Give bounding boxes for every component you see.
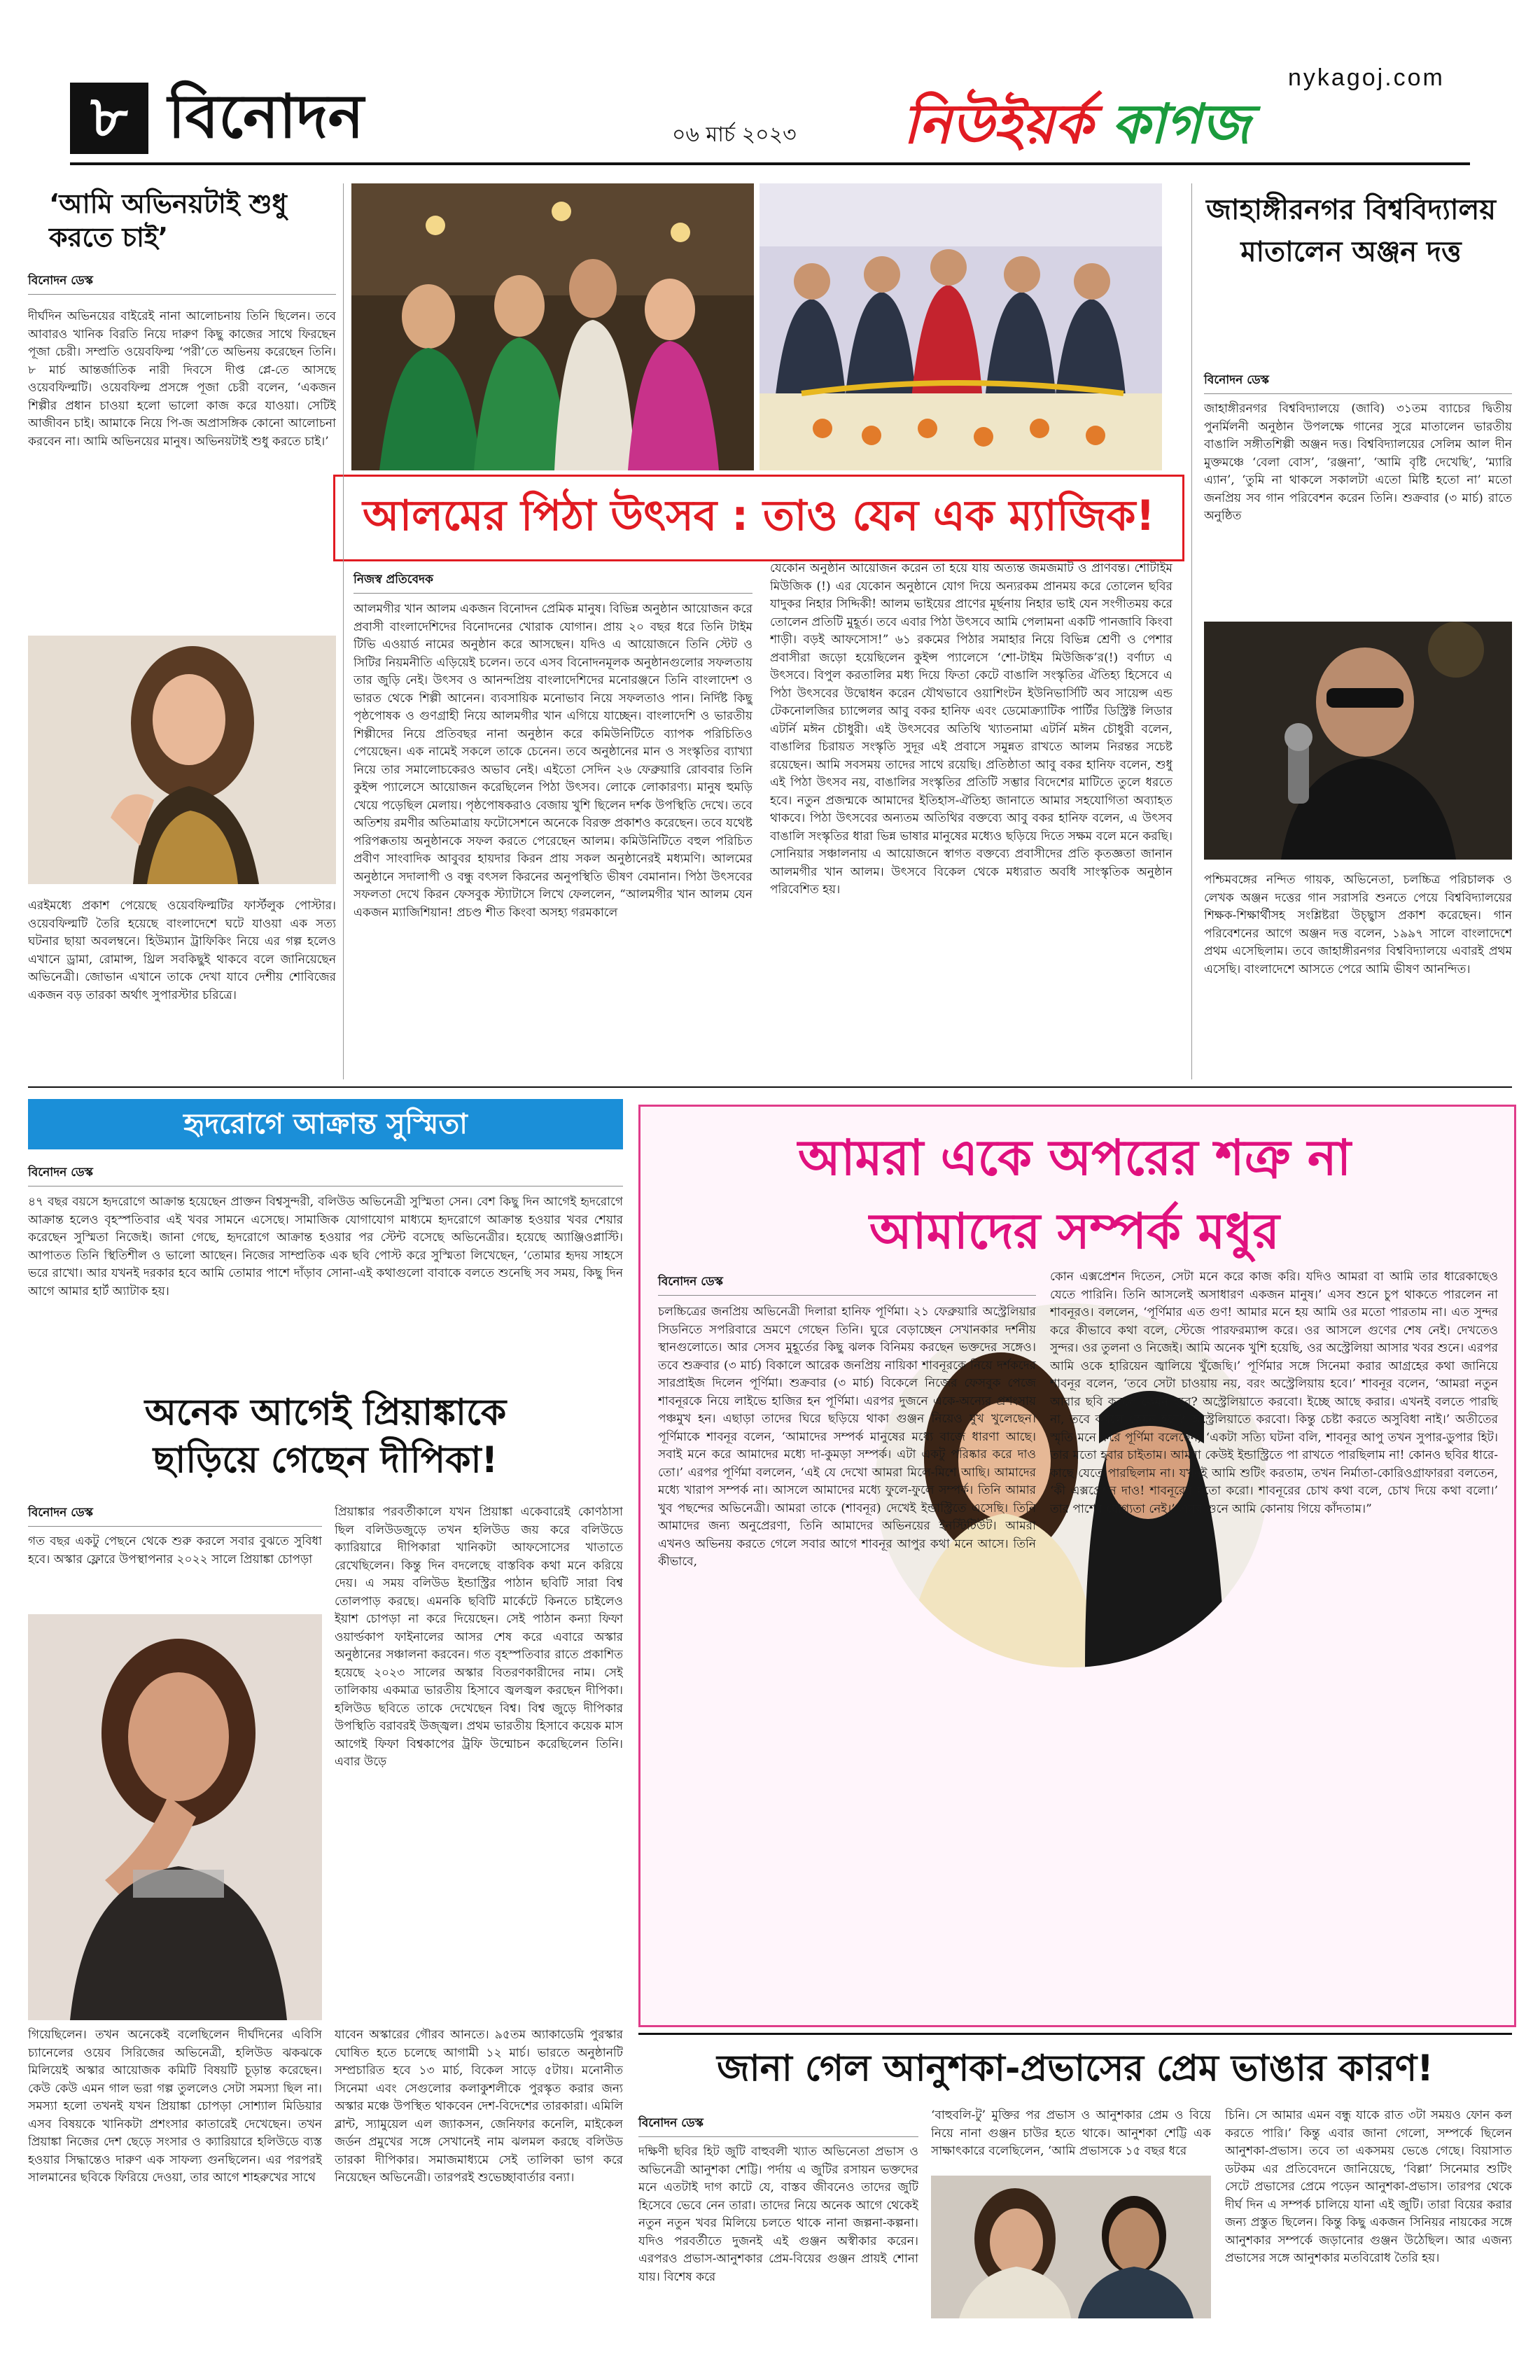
deepika-intro: গত বছর একটু পেছনে থেকে শুরু করলে সবার বুঝতে সুবিধা হবে। অস্কার ফ্লোরে উপস্থাপনার ২০২২ সালে প্রিয়াঙ্কা চোপড়া — [28, 1534, 322, 1567]
sushmita-headline-banner — [28, 1099, 623, 1149]
actress-photo-deepika — [28, 1614, 322, 2020]
issue-date: ০৬ মার্চ ২০২৩ — [672, 122, 797, 147]
purnima-headline-line1: আমরা একে অপরের শত্রু না — [797, 1129, 1352, 1186]
anushka-col3: চিনি। সে আমার এমন বন্ধু যাকে রাত ৩টা সময়ও ফোন কল করতে পারি।’ কিন্তু এবার জানা গেলো, সম্পর্কে ছিলেন আনুশকা-প্রভাস। তবে তা একসময় ভেঙে গেছে। বিয়াসাত ডটকম এর প্রতিবেদনে জানিয়েছে, ‘বিল্লা’ সিনেমার শুটিং সেটে প্রভাসের প্রেমে পড়েন আনুশকা-প্রভাস। তারপর থেকে দীর্ঘ দিন এ সম্পর্ক চালিয়ে যানা এই জুটি। তারা বিয়ের করার জন্য প্রস্তুত ছিলেন। কিন্তু কিছু একজন সিনিয়র নায়কের সঙ্গে আনুশকার সম্পর্কে জড়ানোর গুঞ্জন উঠেছিল। আর এজন্য প্রভাসের সঙ্গে আনুশকার মতবিরোধ তৈরি হয়। — [1225, 2108, 1512, 2265]
story-left-byline: বিনোদন ডেস্ক — [28, 272, 336, 295]
sushmita-headline: হৃদরোগে আক্রান্ত সুস্মিতা — [183, 1108, 468, 1140]
masthead-rule — [70, 162, 1470, 165]
sushmita-body: ৪৭ বছর বয়সে হৃদরোগে আক্রান্ত হয়েছেন প্রাক্তন বিশ্বসুন্দরী, বলিউড অভিনেত্রী সুস্মিতা সেন। বেশ কিছু দিন আগেই হৃদরোগে আক্রান্ত হলেও বৃহস্পতিবার এই খবর সামনে এসেছে। সামাজিক যোগাযোগ মাধ্যমে হৃদরোগে আক্রান্ত হওয়ার খবর শেয়ার করেছেন সুস্মিতা নিজেই। জানা গেছে, হৃদরোগে আক্রান্ত হওয়ার পর স্টেন্ট বসেছে অভিনেত্রীর। হয়েছে অ্যাঞ্জিওপ্লাস্টি। আপাতত তিনি স্থিতিশীল ও ভালো আছেন। নিজের সাম্প্রতিক এক ছবি পোস্ট করে সুস্মিতা লিখেছেন, ‘তোমার হৃদয় সাহসে ভরে রাখো। আর যখনই দরকার হবে আমি তোমার পাশে দাঁড়াব সোনা-এই কথাগুলো বাবাকে বলতে শুনেছি সব সময়, কিছু দিন আগে আমার হার্ট অ্যাটাক হয়। — [28, 1195, 623, 1298]
deepika-illustration — [28, 1614, 322, 2020]
mid-page-rule — [28, 1086, 1512, 1088]
purnima-byline: বিনোদন ডেস্ক — [658, 1273, 1036, 1296]
deepika-bottom-col1: গিয়েছিলেন। তখন অনেকেই বলেছিলেন দীর্ঘদিনের এবিসি চ্যানেলের ওয়েব সিরিজের অভিনেত্রী, হলিউড ঝকঝকে মিলিয়েই অস্কার আয়োজক কমিটি বিষয়টি চূড়ান্ত করেছেন। কেউ কেউ এমন গাল ভরা গল্প তুললেও সেটা সমস্যা ছিল না। সমস্যা হলো তখনই যখন প্রিয়াঙ্কা চোপড়া সোশ্যাল মিডিয়ার এসব বিষয়কে খানিকটা প্রশংসার কাতারেই দেখেছেন। তখন প্রিয়াঙ্কা নিজের দেশ ছেড়ে সংসার ও ক্যারিয়ারে হলিউডে ব্যস্ত হওয়ার সিদ্ধান্তেও দারুণ এক সাফল্য গুনছিলেন। এর পরপরই সালমানের ছবিকে ফিরিয়ে দেওয়া, তার আগে শাহরুখের সাথে — [28, 2028, 322, 2185]
purnima-col1: চলচ্চিত্রের জনপ্রিয় অভিনেত্রী দিলারা হানিফ পূর্ণিমা। ২১ ফেব্রুয়ারি অস্ট্রেলিয়ার সিডনিতে সপরিবারে ভ্রমণে গেছেন তিনি। ঘুরে বেড়াচ্ছেন সেখানকার দর্শনীয় স্থানগুলোতে। আর সেসব মুহূর্তের কিছু ঝলক বিনিময় করছেন ভক্তদের সঙ্গেও। তবে শুক্রবার (৩ মার্চ) বিকালে আরেক জনপ্রিয় নায়িকা শাবনূরকে নিয়ে দর্শকদের সারপ্রাইজ দিলেন পূর্ণিমা। শুক্রবার (৩ মার্চ) বিকেলে নিজের ফেসবুক পেজে শাবনূরকে নিয়ে লাইভে হাজির হন পূর্ণিমা। এরপর দুজনে একে-অন্যের প্রশংসায় পঞ্চমুখ হন। এছাড়া তাদের ঘিরে ছড়িয়ে থাকা গুঞ্জন নিয়েও মুখ খুলেছেন। পূর্ণিমাকে শাবনূর বলেন, ‘আমাদের সম্পর্ক মানুষের মধ্যে বাজে ধারণা আছে। সবাই মনে করে আমাদের মধ্যে দা-কুমড়া সম্পর্ক। এটা একটু পরিষ্কার করে দাও তো।’ এরপর পূর্ণিমা বললেন, ‘এই যে দেখো আমরা মিলে-মিশে আছি। আমাদের মধ্যে খারাপ সম্পর্ক না। আসলে আমাদের মধ্যে ফুলে-ফুলে সম্পর্ক। তিনি আমার খুব পছন্দের অভিনেত্রী। আমরা তাকে (শাবনূর) দেখেই ইন্ডাস্ট্রিতে এসেছি। তিনি আমাদের জন্য অনুপ্রেরণা, তিনি আমাদের অভিনয়ের ইনস্টিটিউট। আমরা এখনও অভিনয় করতে গেলে সবার আগে শাবনূর আপুর কথা মনে আসে। তিনি কীভাবে, — [658, 1305, 1036, 1569]
page-number: ৮ — [90, 84, 128, 150]
pitha-photo-left — [351, 183, 754, 470]
pitha-headline-banner — [333, 475, 1184, 561]
event-illustration-right — [760, 183, 1162, 470]
anushka-top-rule — [638, 2033, 1512, 2035]
anushka-col2-bottom — [931, 2324, 1211, 2366]
anushka-headline-banner — [638, 2036, 1512, 2101]
newspaper-logo — [903, 90, 1484, 160]
story-left-body-continued: এরইমধ্যে প্রকাশ পেয়েছে ওয়েবফিল্মটির ফার্স্টলুক পোস্টার। ওয়েবফিল্মটি তৈরি হয়েছে বাংলাদেশে ঘটে যাওয়া এক সত্য ঘটনার ছায়া অবলম্বনে। হিউম্যান ট্রাফিকিং নিয়ে এর গল্প হলেও এখানে ড্রামা, রোমান্স, থ্রিল সবকিছুই থাকবে বলে জানিয়েছেন অভিনেত্রী। জোভান এখানে তাকে দেখা যাবে দেশীয় শোবিজের একজন বড় তারকা অর্থাৎ সুপারস্টার চরিত্রে। — [28, 899, 336, 1002]
anjan-body: জাহাঙ্গীরনগর বিশ্ববিদ্যালয়ে (জাবি) ৩১তম ব্যাচের দ্বিতীয় পুনর্মিলনী অনুষ্ঠান উপলক্ষে গানের সুরে মাতালেন ভারতীয় বাঙালি সঙ্গীতশিল্পী অঞ্জন দত্ত। বিশ্ববিদ্যালয়ের সেলিম আল দীন মুক্তমঞ্চে ‘বেলা বোস’, ‘রঞ্জনা’, ‘আমি বৃষ্টি দেখেছি’, ‘ম্যারি এ্যান’, ‘তুমি না থাকলে সকালটা এতো মিষ্টি হতো না’ মতো জনপ্রিয় সব গান পরিবেশন করেন তিনি। শুক্রবার (৩ মার্চ) রাতে অনুষ্ঠিত — [1204, 402, 1512, 523]
purnima-headline-line2: আমাদের সম্পর্ক মধুর — [869, 1203, 1280, 1260]
section-title: বিনোদন — [168, 81, 364, 152]
pitha-headline: আলমের পিঠা উৎসব : তাও যেন এক ম্যাজিক! — [363, 491, 1155, 540]
purnima-headline — [651, 1121, 1498, 1268]
anushka-col2: ‘বাহুবলি-টু’ মুক্তির পর প্রভাস ও আনুশকার প্রেম ও বিয়ে নিয়ে নানা গুঞ্জন চাউর হতে থাকে। আনুশকা শেট্টি এক সাক্ষাৎকারে বলেছিলেন, ‘আমি প্রভাসকে ১৫ বছর ধরে — [931, 2108, 1211, 2158]
anjan-byline: বিনোদন ডেস্ক — [1204, 371, 1512, 394]
column-rule-left — [343, 183, 344, 1079]
pitha-body-col1: আলমগীর খান আলম একজন বিনোদন প্রেমিক মানুষ। বিভিন্ন অনুষ্ঠান আয়োজন করে প্রবাসী বাংলাদেশিদের বিনোদনের খোরাক যোগান। প্রায় ২০ বছর ধরে তিনি টাইম টিভি এওয়ার্ড নামের অনুষ্ঠান করে আসছেন। যদিও এ আয়োজনে তিনি স্টেট ও সিটির নিয়মনীতি এড়িয়েই চলেন। তবে এসব বিনোদনমূলক অনুষ্ঠানগুলোর সফলতায় তার জুড়ি নেই। উৎসব ও আনন্দপ্রিয় বাংলাদেশিদের মনোরঞ্জনে তিনি বাংলাদেশ ও ভারত থেকে শিল্পী আনেন। ব্যবসায়িক মনোভাব নিয়ে সফলতাও পান। নির্দিষ্ট কিছু পৃষ্ঠপোষক ও গুণগ্রাহী নিয়ে আলমগীর খান এগিয়ে যাচ্ছেন। বাংলাদেশি ও ভারতীয় শিল্পীদের নিয়ে প্রতিবছর নানা অনুষ্ঠান করে কমিউনিটিতে ব্যাপক পরিচিতিও পেয়েছেন। এক নামেই সকলে তাকে চেনেন। তবে অনুষ্ঠানের মান ও সংস্কৃতির ব্যাখ্যা নিয়ে তার সমালোচকেরও অভাব নেই। এইতো সেদিন ২৬ ফেব্রুয়ারি রোববার তিনি কুইন্স প্যালেসে আয়োজন করেছিলেন পিঠা উৎসব। লোকে লোকারণ্য। মানুষ হুমড়ি খেয়ে পড়েছিল মেলায়। পৃষ্ঠপোষকরাও বেজায় খুশি ছিলেন দর্শক উপস্থিতি দেখে। তবে অতিশয় রমণীর অতিমাত্রায় ফটোসেশনে অনেকে বিরক্ত প্রকাশও করেছেন। তবে যথেষ্ট পরিপক্কতায় অনুষ্ঠানকে সফল করতে পেরেছেন আলম। কমিউনিটিতে বহুল পরিচিত প্রবীণ সাংবাদিক আবুবর হায়দার কিরন প্রায় সকল অনুষ্ঠানেরই মধ্যমণি। আলমের অনুষ্ঠানে সদালাপী ও বন্ধু বৎসল কিরনের অনুপস্থিতি ভীষণ বেমানান। পিঠা উৎসবের সফলতা দেখে কিরন ফেসবুক স্ট্যাটাসে লিখে ফেললেন, “আলমগীর খান আলম যেন একজন ম্যাজিশিয়ান! প্রচণ্ড শীত কিংবা অসহ্য গরমকালে — [354, 602, 752, 920]
actress-illustration — [28, 636, 336, 884]
pitha-byline: নিজস্ব প্রতিবেদক — [354, 570, 752, 594]
deepika-col2: প্রিয়াঙ্কার পরবর্তীকালে যখন প্রিয়াঙ্কা একেবারেই কোণঠাসা ছিল বলিউডজুড়ে তখন হলিউড জয় করে বলিউডে ক্যারিয়ারে দীপিকারা খানিকটা আফসোসের খাতাতে রেখেছিলেন। কিন্তু দিন বদলেছে বাস্তবিক কথা মনে করিয়ে দেয়। এ সময় বলিউড ইন্ডাস্ট্রির পাঠান ছবিটি সারা বিশ্ব তোলপাড় করছে। এমনকি ছবিটি মার্কেটে কিনতে চাইলেও ইয়াশ চোপড়া না করে দিয়েছেন। সেই পাঠান কন্যা ফিফা ওয়ার্ল্ডকাপ ফাইনালের আসর শেষ করে এবারে অস্কার অনুষ্ঠানের সঞ্চালনা করবেন। গত বৃহস্পতিবার রাতে প্রকাশিত হয়েছে ২০২৩ সালের অস্কার বিতরণকারীদের নাম। সেই তালিকায় একমাত্র ভারতীয় হিসাবে জ্বলজ্বল করছেন দীপিকা। হলিউড ছবিতে তাকে দেখেছেন বিশ্ব। বিশ্ব জুড়ে দীপিকার উপস্থিতি বরাবরই উজ্জ্বল। প্রথম ভারতীয় হিসাবে কয়েক মাস আগেই ফিফা বিশ্বকাপের ট্রফি উন্মোচন করেছিলেন তিনি। এবার উড়ে — [335, 1505, 623, 1769]
singer-photo-anjan — [1204, 622, 1512, 860]
pitha-photo-right — [760, 183, 1162, 470]
anjan-headline: জাহাঙ্গীরনগর বিশ্ববিদ্যালয় মাতালেন অঞ্জন দত্ত — [1206, 194, 1496, 268]
anjan-body-continued: পশ্চিমবঙ্গের নন্দিত গায়ক, অভিনেতা, চলচ্চিত্র পরিচালক ও লেখক অঞ্জন দত্তের গান সরাসরি শুনতে পেয়ে বিশ্ববিদ্যালয়ের শিক্ষক-শিক্ষার্থীসহ সংশ্লিষ্টরা উচ্ছ্বাস প্রকাশ করেছেন। গান পরিবেশনের আগে অঞ্জন দত্ত বলেন, ১৯৯৭ সালে বাংলাদেশে প্রথম এসেছিলাম। তবে জাহাঙ্গীরনগর বিশ্ববিদ্যালয়ে এবারই প্রথম এসেছি। বাংলাদেশে আসতে পেরে আমি ভীষণ আনন্দিত। — [1204, 873, 1512, 976]
column-rule-right — [1191, 183, 1192, 1079]
deepika-headline: অনেক আগেই প্রিয়াঙ্কাকে ছাড়িয়ে গেছেন দীপিকা! — [144, 1392, 507, 1481]
pitha-body-col2: যেকোন অনুষ্ঠান আয়োজন করেন তা হয়ে যায় অত্যন্ত জমজমাট ও প্রাণবন্ত। শোটাইম মিউজিক (!) এর যেকোন অনুষ্ঠানে যোগ দিয়ে অন্যরকম প্রানময় করে তোলেন ছবির যাদুকর নিহার সিদ্দিকী! আলম ভাইয়ের প্রাণের মূর্ছনায় নিহার ভাই যেন সংগীতময় করে তোলেন প্রতিটি মুহূর্ত। তবে এবার পিঠা উৎসবে আমি পেলামনা একটি পানজাবি কিংবা শাড়ী। বড়ই আফসোস!” ৬১ রকমের পিঠার সমাহার নিয়ে বিভিন্ন শ্রেণী ও পেশার প্রবাসীরা জড়ো হয়েছিলেন কুইন্স প্যালেসে ‘শো-টাইম মিউজিক’র(!) বর্ণাঢ্য এ উৎসবে। বিপুল করতালির মধ্য দিয়ে ফিতা কেটে বাঙালি সংস্কৃতির ঐতিহ্য হিসেবে এ পিঠা উৎসবের উদ্বোধন করেন যৌথভাবে ওয়াশিংটন ইউনিভার্সিটি অব সায়েন্স এন্ড টেকনোলজির চ্যান্সেলর আবু বকর হানিফ এবং ডেমোক্র্যাটিক পার্টির ডিস্ট্রিক্ট লিডার এটর্নি মঈন চৌধুরী। এই উৎসবের অতিথি খ্যাতনামা এটর্নি মঈন চৌধুরী বলেন, বাঙালির চিরায়ত সংস্কৃতি সুদূর এই প্রবাসে সমুন্নত রাখতে আলম নিরন্তর সচেষ্ট রয়েছেন। আমি সবসময় তাদের সাথে রয়েছি। প্রতিষ্ঠাতা আবু বকর হানিফ বলেন, শুধু এই পিঠা উৎসব নয়, বাঙালির সংস্কৃতির প্রতিটি সম্ভার বিদেশের মাটিতে তুলে ধরতে হবে। নতুন প্রজন্মকে আমাদের ইতিহাস-ঐতিহ্য জানাতে আমার সহযোগিতা অব্যাহত থাকবে। পিঠা উৎসবের অন্যতম অতিথির বক্তব্যে আবু বকর হানিফ বলেন, এ উৎসব বাঙালি সংস্কৃতির ধারা ভিন্ন ভাষার মানুষের মধ্যেও ছড়িয়ে দিতে সক্ষম বলে মনে করছি। সোনিয়ার সঞ্চালনায় এ আয়োজনে স্বাগত বক্তব্যে প্রবাসীদের প্রতি কৃতজ্ঞতা জানান আলমগীর খান আলম। উৎসবে বিকেল থেকে মধ্যরাত অবধি সাংস্কৃতিক অনুষ্ঠান পরিবেশিত হয়। — [770, 561, 1172, 897]
actress-photo-puja — [28, 636, 336, 884]
deepika-bottom-col2: যাবেন অস্কারের গৌরব আনতে। ৯৫তম অ্যাকাডেমি পুরস্কার ঘোষিত হতে চলেছে আগামী ১২ মার্চ। ভারতে অনুষ্ঠানটি সম্প্রচারিত হবে ১৩ মার্চ, বিকেল সাড়ে ৫টায়। মনোনীত সিনেমা এবং সেগুলোর কলাকুশলীকে পুরস্কৃত করার জন্য অস্কার মঞ্চে উপস্থিত থাকবেন দেশ-বিদেশের তারকারা। এমিলি ব্লান্ট, স্যামুয়েল এল জ্যাকসন, জেনিফার কনেলি, মাইকেল জর্ডন প্রমুখের সঙ্গে সেখানেই নাম ঝলমল করছে বলিউড তারকা দীপিকার। সমাজমাধ্যমে সেই তালিকা ভাগ করে নিয়েছেন অভিনেত্রী। তারপরই শুভেচ্ছাবার্তার বন্যা। — [335, 2028, 623, 2185]
story-left-body: দীর্ঘদিন অভিনয়ের বাইরেই নানা আলোচনায় তিনি ছিলেন। তবে আবারও খানিক বিরতি নিয়ে দারুণ কিছু কাজের সাথে ফিরছেন পূজা চেরী। সম্প্রতি ওয়েবফিল্ম ‘পরী’তে অভিনয় করেছেন তিনি। ৮ মার্চ আন্তর্জাতিক নারী দিবসে দীপ্ত প্লে-তে আসছে ওয়েবফিল্মটি। ওয়েবফিল্ম প্রসঙ্গে পূজা চেরী বলেন, ‘একজন শিল্পীর প্রধান চাওয়া হলো ভালো কাজ করে যাওয়া। সেটিই আজীবন চাই। আমাকে নিয়ে পি-জ অপ্রাসঙ্গিক কোনো আলোচনা করবেন না। আমি অভিনয়ের মানুষ। অভিনয়টাই শুধু করতে চাই।’ — [28, 309, 336, 449]
site-url[interactable]: nykagoj.com — [1288, 64, 1445, 91]
deepika-byline: বিনোদন ডেস্ক — [28, 1504, 322, 1527]
sushmita-byline: বিনোদন ডেস্ক — [28, 1163, 623, 1186]
anushka-prabhas-illustration — [931, 2176, 1211, 2318]
anushka-col1: দক্ষিণী ছবির হিট জুটি বাহুবলী খ্যাত অভিনেতা প্রভাস ও অভিনেত্রী আনুশকা শেট্টি। পর্দায় এ জুটির রসায়ন ভক্তদের মনে এতটাই দাগ কাটে যে, বাস্তব জীবনেও তাদের জুটি হিসেবে ভেবে নেন তারা। তাদের নিয়ে অনেক আগে থেকেই নতুন নতুন খবর মিলিয়ে চলতে থাকে নানা জল্পনা-কল্পনা। যদিও পরবর্তীতে দুজনই এই গুঞ্জন অস্বীকার করেন। এরপরও প্রভাস-আনুশকার প্রেম-বিয়ের গুঞ্জন প্রায়ই শোনা যায়। বিশেষ করে — [638, 2145, 918, 2284]
anushka-headline: জানা গেল আনুশকা-প্রভাসের প্রেম ভাঙার কারণ! — [717, 2047, 1434, 2090]
logo-text-green: কাগজ — [1111, 93, 1250, 156]
logo-text-red: নিউইয়র্ক — [903, 93, 1093, 156]
event-illustration-left — [351, 183, 754, 470]
anushka-prabhas-photo — [931, 2176, 1211, 2318]
anushka-byline: বিনোদন ডেস্ক — [638, 2114, 918, 2137]
story-left-headline: ‘আমি অভিনয়টাই শুধু করতে চাই’ — [49, 188, 287, 253]
singer-illustration — [1204, 622, 1512, 860]
purnima-col2: কোন এক্সপ্রেশন দিতেন, সেটা মনে করে কাজ করি। যদিও আমরা বা আমি তার ধারেকাছেও যেতে পারিনি। তিনি আসলেই অসাধারণ একজন মানুষ।’ এসব শুনে চুপ থাকতে পারলেন না শাবনূরও। বললেন, ‘পূর্ণিমার এত গুণ! আমার মনে হয় আমি ওর মতো পারতাম না। এত সুন্দর করে কীভাবে কথা বলে, স্টেজে পারফরম্যান্স করে। ওর আসলে গুণের শেষ নেই। দেখতেও সুন্দর। ওর তুলনা ও নিজেই। আমি অনেক খুশি হয়েছি, ওর অস্ট্রেলিয়া আসার খবর শুনে। এরপর আমি ওকে হারিয়েন জ্বালিয়ে খুঁজেছি।’ পূর্ণিমার সঙ্গে সিনেমা করার আগ্রহের কথা জানিয়ে শাবনূর বলেন, ‘তবে সেটা চাওয়ায় নয়, বরং অস্ট্রেলিয়ায় হবে।’ শাবনূর বলেন, ‘আমরা নতুন আবার ছবি করলে কেমন হবে? অস্ট্রেলিয়াতে করবো। ইচ্ছে আছে করার। এখনই বলতে পারছি না, তবে করলে কেমন হবে? অস্ট্রেলিয়াতে করবো। কিন্তু চেষ্টা করতে অসুবিধা নাই।’ অতীতের স্মৃতি মনে করে পূর্ণিমা বলেছেন, ‘একটা সত্যি ঘটনা বলি, শাবনূর আপু তখন সুপার-ডুপার হিট। তার মতো হবার চাইতাম। আমরা কেউই ইন্ডাস্ট্রিতে পা রাখতে পারছিলাম না! কোনও ছবির ধারে-কাছে যেতে পারছিলাম না। যখনই আমি শুটিং করতাম, তখন নির্মাতা-কোরিওগ্রাফাররা বলতেন, ‘কী এক্সপ্রেশন দাও! শাবনূরের মতো করো। শাবনূরের চোখ কথা বলে, চোখ দিয়ে কথা বলো।’ তার পাশের যোগ্যতা নেই।’ এসব শুনে আমি কোনায় গিয়ে কাঁদতাম।” — [1050, 1270, 1498, 1516]
page-number-box — [70, 83, 148, 154]
